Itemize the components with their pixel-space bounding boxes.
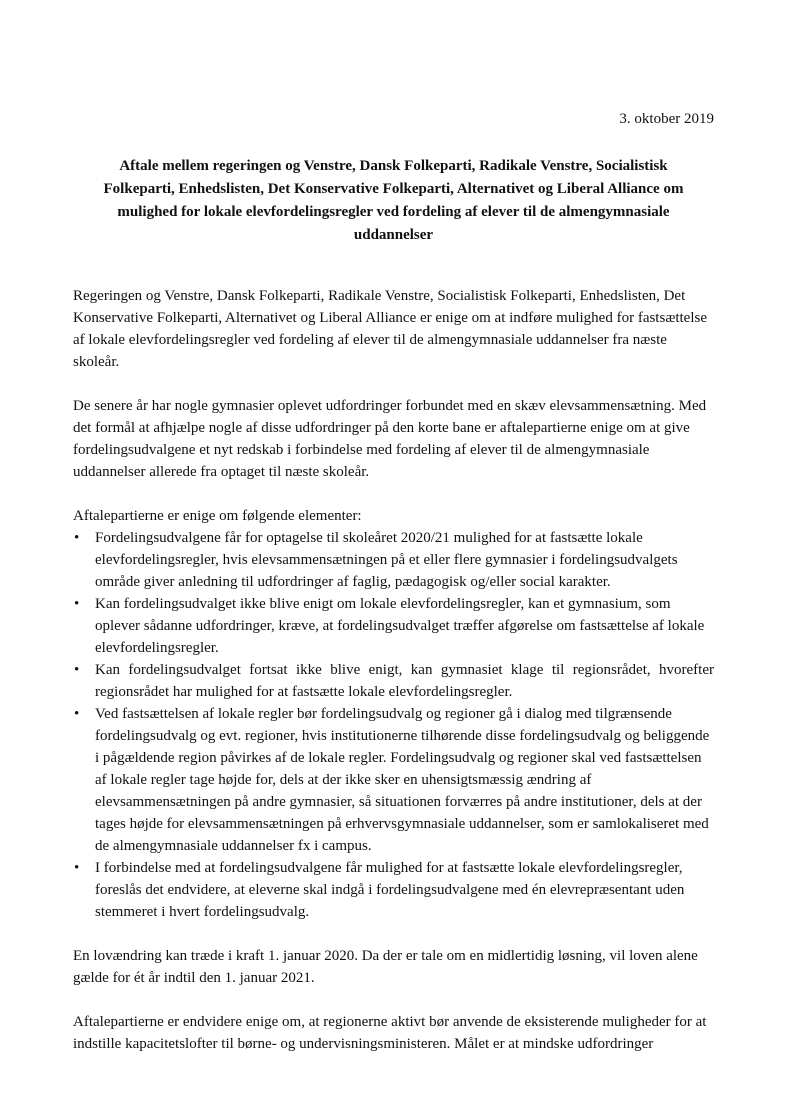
bullet-icon: • [74, 596, 80, 612]
background-paragraph: De senere år har nogle gymnasier oplevet udfordringer forbundet med en skæv elevsammensætning. Med det formål at afhjælpe nogle af disse udfordringer på den korte bane er aftalepartierne enige om at give fordelingsudvalgene et nyt redskab i forbindelse med fordeling af elever til de almengymnasiale uddannelser allerede fra optaget til næste skoleår. [73, 398, 707, 480]
list-item-text: I forbindelse med at fordelingsudvalgene får mulighed for at fastsætte lokale elevfordelingsregler, foreslås det endvidere, at eleverne skal indgå i fordelingsudvalgene med én elevrepræsentant uden stemmeret i hvert fordelingsudvalg. [95, 860, 685, 920]
list-item [73, 857, 714, 923]
intro-paragraph: Regeringen og Venstre, Dansk Folkeparti, Radikale Venstre, Socialistisk Folkeparti, Enhedslisten, Det Konservative Folkeparti, Alternativet og Liberal Alliance er enige om at indføre mulighed for fastsættelse af lokale elevfordelingsregler ved fordeling af elever til de almengymnasiale uddannelser fra næste skoleår. [73, 288, 707, 370]
list-item [73, 593, 714, 659]
bullet-icon: • [74, 860, 80, 876]
bullet-icon: • [74, 662, 80, 678]
capacity-paragraph: Aftalepartierne er endvidere enige om, at regionerne aktivt bør anvende de eksisterende muligheder for at indstille kapacitetslofter til børne- og undervisningsministeren. Målet er at mindske udfordringer [73, 1014, 707, 1052]
document-date: 3. oktober 2019 [619, 111, 714, 127]
list-item-text: Kan fordelingsudvalget fortsat ikke blive enigt, kan gymnasiet klage til regionsrådet, hvorefter regionsrådet har mulighed for at fastsætte lokale elevfordelingsregler. [95, 662, 714, 700]
list-item-text: Kan fordelingsudvalget ikke blive enigt om lokale elevfordelingsregler, kan et gymnasium, som oplever sådanne udfordringer, kræve, at fordelingsudvalget træffer afgørelse om fastsættelse af lokale elevfordelingsregler. [95, 596, 705, 656]
document-title: Aftale mellem regeringen og Venstre, Dansk Folkeparti, Radikale Venstre, Socialistisk Folkeparti, Enhedslisten, Det Konservative Folkeparti, Alternativet og Liberal Alliance om mulighed for lokale elevfordelingsregler ved fordeling af elever til de almengymnasiale uddannelser [103, 158, 684, 243]
bullet-icon: • [74, 706, 80, 722]
list-item-text: Fordelingsudvalgene får for optagelse til skoleåret 2020/21 mulighed for at fastsætte lokale elevfordelingsregler, hvis elevsammensætningen på et eller flere gymnasier i fordelingsudvalgets område giver anledning til udfordringer af faglig, pædagogisk og/eller social karakter. [95, 530, 678, 590]
list-intro: Aftalepartierne er enige om følgende elementer: [73, 508, 362, 524]
law-change-paragraph: En lovændring kan træde i kraft 1. januar 2020. Da der er tale om en midlertidig løsning, vil loven alene gælde for ét år indtil den 1. januar 2021. [73, 948, 698, 986]
elements-list [73, 527, 714, 923]
list-item [73, 527, 714, 593]
list-item [73, 659, 714, 703]
list-item [73, 703, 714, 857]
list-item-text: Ved fastsættelsen af lokale regler bør fordelingsudvalg og regioner gå i dialog med tilgrænsende fordelingsudvalg og evt. regioner, hvis institutionerne tilhørende disse fordelingsudvalg og beliggende i pågældende region påvirkes af de lokale regler. Fordelingsudvalg og regioner skal ved fastsættelsen af lokale regler tage højde for, dels at der ikke sker en uhensigtsmæssig ændring af elevsammensætningen på andre gymnasier, så situationen forværres på andre institutioner, dels at der tages højde for elevsammensætningen på erhvervsgymnasiale uddannelser, som er samlokaliseret med de almengymnasiale uddannelser fx i campus. [95, 706, 710, 854]
bullet-icon: • [74, 530, 80, 546]
